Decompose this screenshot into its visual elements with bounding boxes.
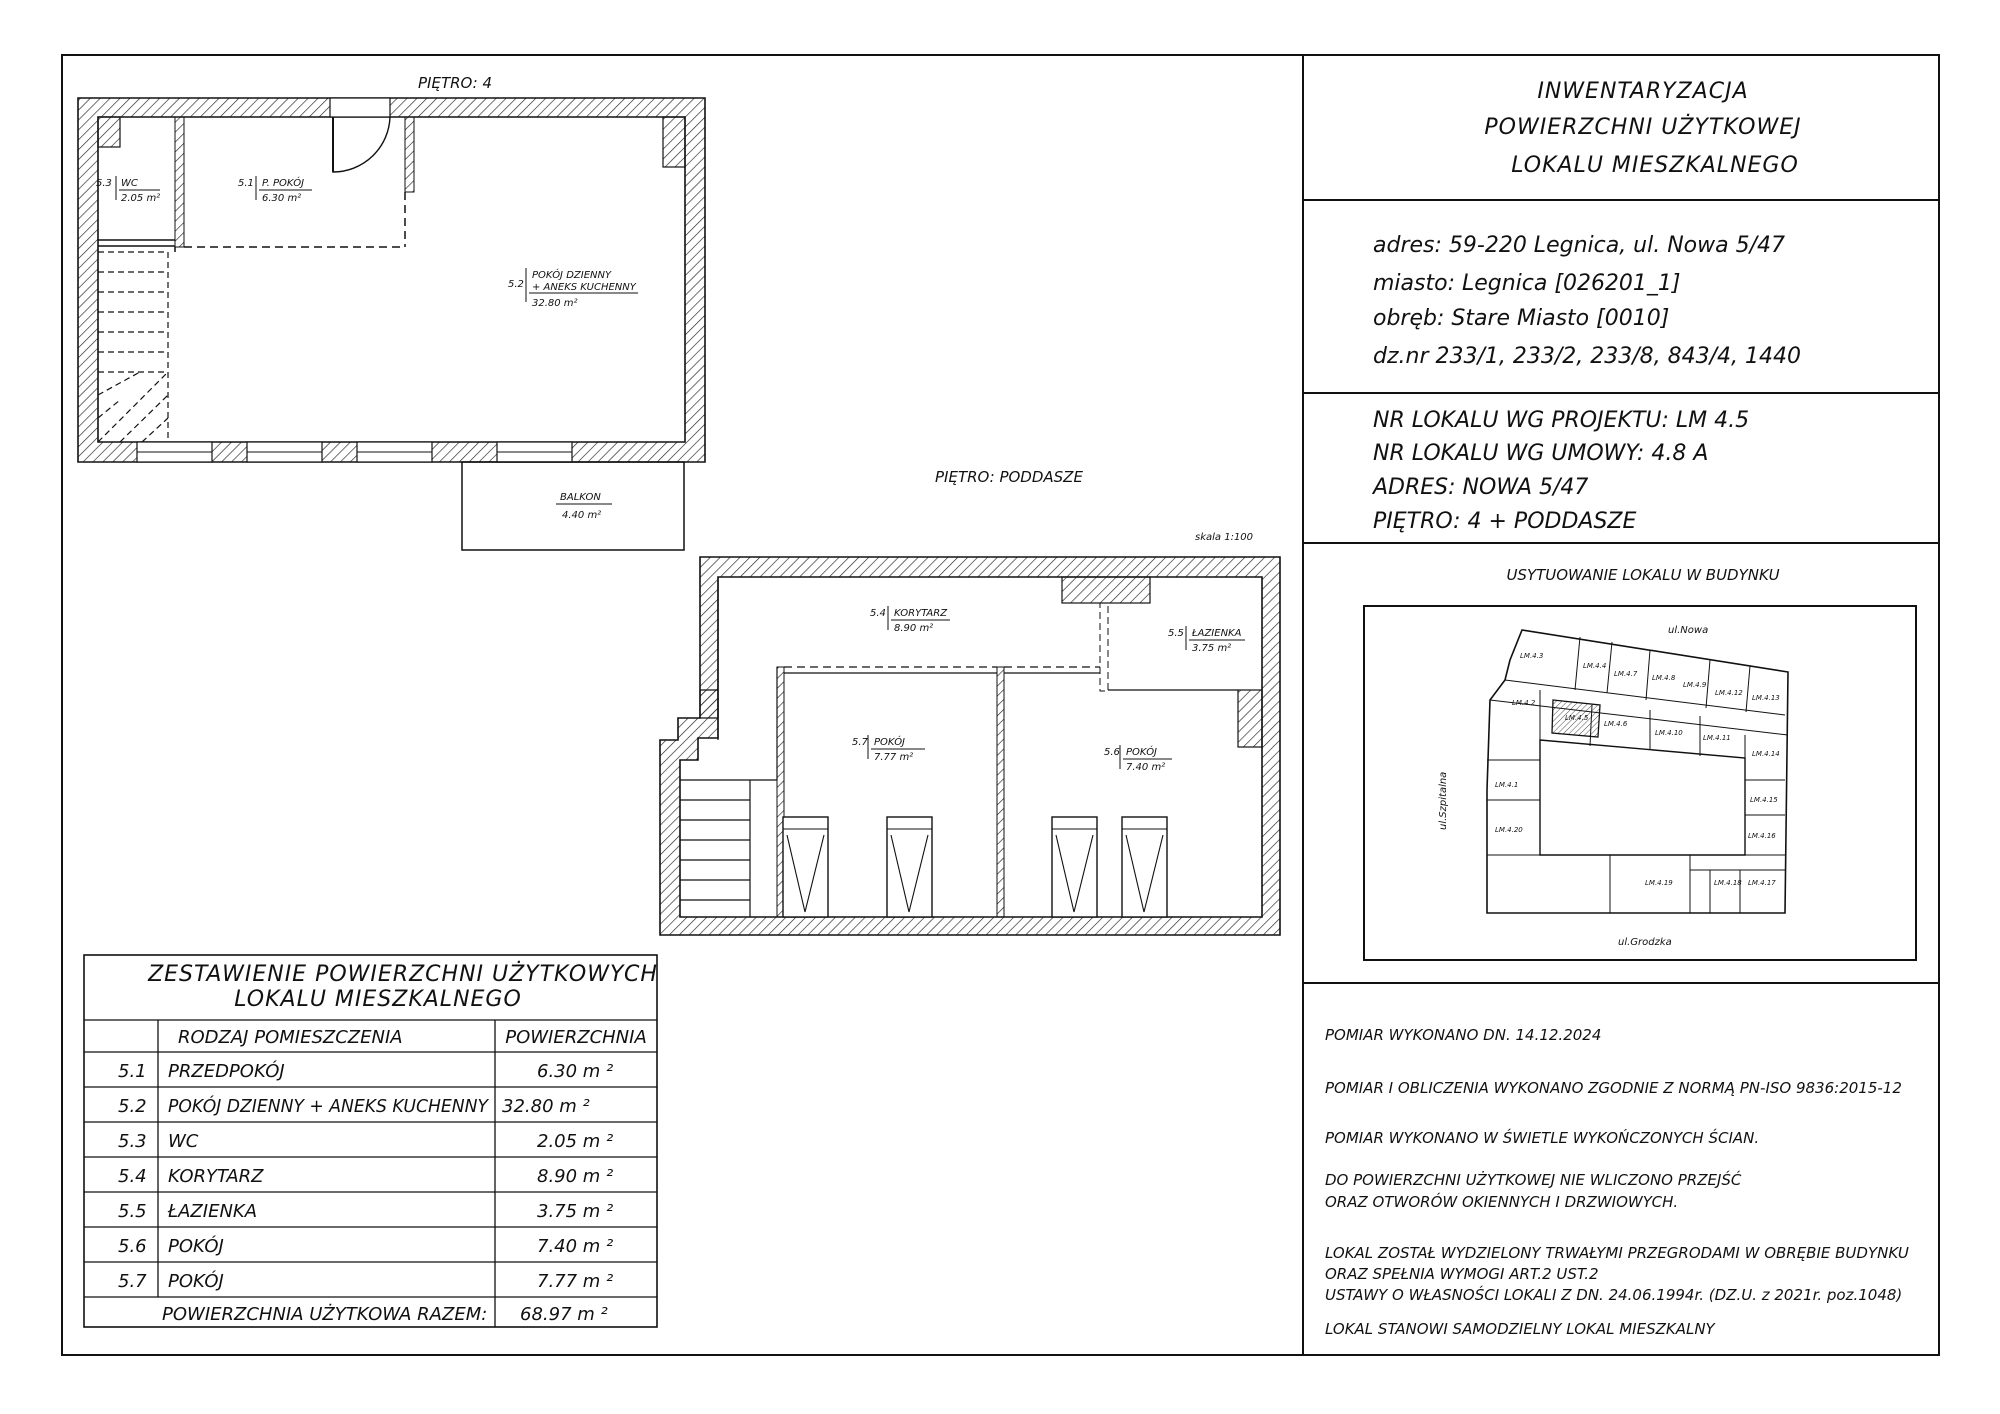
- address-dzialki: dz.nr 233/1, 233/2, 233/8, 843/4, 1440: [1373, 344, 1802, 369]
- note-norm: POMIAR I OBLICZENIA WYKONANO ZGODNIE Z NORMĄ PN-ISO 9836:2015-12: [1325, 1079, 1902, 1097]
- svg-text:POKÓJ: POKÓJ: [1126, 747, 1158, 758]
- note-exclusions-1: DO POWIERZCHNI UŻYTKOWEJ NIE WLICZONO PRZEJŚĆ: [1325, 1171, 1742, 1189]
- street-top-label: ul.Nowa: [1668, 625, 1709, 636]
- svg-text:5.5: 5.5: [118, 1201, 147, 1222]
- table-row: [118, 1270, 613, 1292]
- unit-label: LM.4.8: [1652, 674, 1676, 682]
- unit-label: LM.4.7: [1614, 670, 1638, 678]
- room-label-room57: [852, 735, 925, 763]
- svg-text:3.75 m ²: 3.75 m ²: [537, 1201, 614, 1222]
- svg-text:5.1: 5.1: [238, 178, 254, 189]
- svg-text:POKÓJ: POKÓJ: [874, 737, 906, 748]
- table-row: [118, 1166, 613, 1187]
- note-legal-1: LOKAL ZOSTAŁ WYDZIELONY TRWAŁYMI PRZEGRODAMI W OBRĘBIE BUDYNKU: [1325, 1244, 1909, 1262]
- unit-label: LM.4.20: [1495, 826, 1523, 834]
- location-map: [1303, 566, 1939, 983]
- svg-text:KORYTARZ: KORYTARZ: [168, 1166, 264, 1187]
- svg-text:5.4: 5.4: [870, 608, 886, 619]
- room-label-room56: [1104, 745, 1172, 773]
- svg-text:32.80 m ²: 32.80 m ²: [502, 1096, 590, 1117]
- title-line-2: POWIERZCHNI UŻYTKOWEJ: [1484, 115, 1802, 140]
- svg-text:ŁAZIENKA: ŁAZIENKA: [1192, 628, 1242, 639]
- svg-text:2.05 m²: 2.05 m²: [121, 193, 161, 204]
- unit-label: LM.4.16: [1748, 832, 1776, 840]
- note-exclusions-2: ORAZ OTWORÓW OKIENNYCH I DRZWIOWYCH.: [1325, 1193, 1679, 1211]
- unit-label: LM.4.6: [1604, 720, 1628, 728]
- svg-text:5.2: 5.2: [508, 279, 524, 290]
- street-left-label: ul.Szpitalna: [1438, 771, 1449, 830]
- unit-label: LM.4.15: [1750, 796, 1778, 804]
- unit-label: LM.4.3: [1520, 652, 1544, 660]
- svg-text:5.6: 5.6: [118, 1236, 147, 1257]
- unit-label: LM.4.19: [1645, 879, 1673, 887]
- balcony: [462, 462, 684, 550]
- svg-text:WC: WC: [121, 178, 138, 189]
- unit-pietro: PIĘTRO: 4 + PODDASZE: [1373, 509, 1637, 534]
- svg-text:32.80 m²: 32.80 m²: [532, 298, 578, 309]
- unit-label: LM.4.2: [1512, 699, 1536, 707]
- room-label-hall: [238, 176, 312, 204]
- table-row: [118, 1131, 613, 1152]
- unit-label: LM.4.13: [1752, 694, 1780, 702]
- building-outline: [1487, 630, 1788, 913]
- table-row: [118, 1235, 613, 1257]
- room-label-corridor: [870, 606, 950, 634]
- room-label-living: [508, 268, 638, 309]
- courtyard: [1540, 740, 1745, 855]
- svg-text:5.3: 5.3: [96, 178, 112, 189]
- unit-label: LM.4.18: [1714, 879, 1742, 887]
- table-col-area: POWIERZCHNIA: [505, 1027, 647, 1048]
- svg-text:8.90 m²: 8.90 m²: [894, 623, 934, 634]
- svg-text:5.7: 5.7: [852, 737, 868, 748]
- address-block: [1303, 233, 1939, 393]
- svg-text:5.7: 5.7: [118, 1271, 147, 1292]
- svg-text:PRZEDPOKÓJ: PRZEDPOKÓJ: [168, 1061, 285, 1082]
- svg-text:5.6: 5.6: [1104, 747, 1120, 758]
- note-walls: POMIAR WYKONANO W ŚWIETLE WYKOŃCZONYCH ŚCIAN.: [1325, 1129, 1760, 1147]
- summary-table: [84, 955, 658, 1327]
- room-label-bath: [1168, 626, 1245, 654]
- attic-walls: [660, 557, 1280, 935]
- svg-text:6.30 m²: 6.30 m²: [262, 193, 302, 204]
- floor-4-label: PIĘTRO: 4: [418, 74, 492, 92]
- svg-text:P. POKÓJ: P. POKÓJ: [262, 178, 305, 189]
- svg-text:POKÓJ DZIENNY: POKÓJ DZIENNY: [532, 270, 612, 281]
- table-total-area: 68.97 m ²: [520, 1304, 608, 1325]
- floor-4-plan: [78, 74, 705, 550]
- unit-label: LM.4.4: [1583, 662, 1607, 670]
- location-map-title: USYTUOWANIE LOKALU W BUDYNKU: [1506, 566, 1780, 584]
- attic-plan: [660, 468, 1280, 935]
- table-row: [118, 1060, 613, 1082]
- svg-text:7.40 m²: 7.40 m²: [1126, 762, 1166, 773]
- address-miasto: miasto: Legnica [026201_1]: [1373, 271, 1681, 296]
- svg-text:5.3: 5.3: [118, 1131, 147, 1152]
- unit-label: LM.4.14: [1752, 750, 1780, 758]
- attic-label: PIĘTRO: PODDASZE: [935, 468, 1083, 486]
- svg-text:8.90 m ²: 8.90 m ²: [537, 1166, 614, 1187]
- svg-text:5.1: 5.1: [118, 1061, 147, 1082]
- table-total-label: POWIERZCHNIA UŻYTKOWA RAZEM:: [162, 1304, 488, 1325]
- unit-label: LM.4.5: [1565, 714, 1589, 722]
- unit-label: LM.4.1: [1495, 781, 1519, 789]
- svg-text:5.5: 5.5: [1168, 628, 1184, 639]
- unit-label: LM.4.12: [1715, 689, 1743, 697]
- svg-text:4.40 m²: 4.40 m²: [562, 510, 602, 521]
- svg-text:7.77 m ²: 7.77 m ²: [537, 1271, 614, 1292]
- title-line-3: LOKALU MIESZKALNEGO: [1511, 153, 1799, 178]
- unit-nr-umowa: NR LOKALU WG UMOWY: 4.8 A: [1373, 441, 1709, 466]
- unit-label: LM.4.11: [1703, 734, 1731, 742]
- street-bottom-label: ul.Grodzka: [1618, 937, 1672, 948]
- svg-text:2.05 m ²: 2.05 m ²: [537, 1131, 614, 1152]
- table-row: [118, 1201, 613, 1222]
- table-row: [118, 1095, 590, 1117]
- note-legal-3: USTAWY O WŁASNOŚCI LOKALI Z DN. 24.06.1994r. (DZ.U. z 2021r. poz.1048): [1325, 1286, 1903, 1304]
- notes-block: [1325, 1026, 1909, 1338]
- table-title-1: ZESTAWIENIE POWIERZCHNI UŻYTKOWYCH: [148, 962, 658, 987]
- address-adres: adres: 59-220 Legnica, ul. Nowa 5/47: [1373, 233, 1786, 258]
- svg-text:WC: WC: [168, 1131, 199, 1152]
- svg-text:POKÓJ DZIENNY + ANEKS KUCHENNY: POKÓJ DZIENNY + ANEKS KUCHENNY: [168, 1096, 504, 1117]
- note-independent: LOKAL STANOWI SAMODZIELNY LOKAL MIESZKALNY: [1325, 1320, 1715, 1338]
- svg-text:7.77 m²: 7.77 m²: [874, 752, 914, 763]
- svg-text:POKÓJ: POKÓJ: [168, 1271, 224, 1292]
- svg-text:6.30 m ²: 6.30 m ²: [537, 1061, 614, 1082]
- svg-text:KORYTARZ: KORYTARZ: [894, 608, 948, 619]
- roof-windows: [783, 817, 1167, 917]
- unit-adres: ADRES: NOWA 5/47: [1373, 475, 1589, 500]
- svg-text:POKÓJ: POKÓJ: [168, 1236, 224, 1257]
- table-title-2: LOKALU MIESZKALNEGO: [234, 987, 522, 1012]
- svg-text:ŁAZIENKA: ŁAZIENKA: [168, 1201, 258, 1222]
- svg-text:BALKON: BALKON: [560, 492, 601, 503]
- title-block: [1303, 79, 1939, 200]
- unit-label: LM.4.10: [1655, 729, 1683, 737]
- unit-label: LM.4.17: [1748, 879, 1776, 887]
- address-obreb: obręb: Stare Miasto [0010]: [1373, 306, 1670, 331]
- unit-nr-projekt: NR LOKALU WG PROJEKTU: LM 4.5: [1373, 408, 1750, 433]
- unit-label: LM.4.9: [1683, 681, 1707, 689]
- unit-block: [1303, 408, 1939, 543]
- note-date: POMIAR WYKONANO DN. 14.12.2024: [1325, 1026, 1602, 1044]
- svg-text:+ ANEKS KUCHENNY: + ANEKS KUCHENNY: [532, 282, 636, 293]
- table-col-type: RODZAJ POMIESZCZENIA: [178, 1027, 403, 1048]
- room-label-balcony: [556, 492, 612, 521]
- svg-text:7.40 m ²: 7.40 m ²: [537, 1236, 614, 1257]
- title-line-1: INWENTARYZACJA: [1537, 79, 1749, 104]
- room-label-wc: [96, 176, 160, 204]
- scale-label: skala 1:100: [1195, 532, 1254, 543]
- note-legal-2: ORAZ SPEŁNIA WYMOGI ART.2 UST.2: [1325, 1265, 1599, 1283]
- svg-text:5.2: 5.2: [118, 1096, 147, 1117]
- svg-text:5.4: 5.4: [118, 1166, 147, 1187]
- svg-text:3.75 m²: 3.75 m²: [1192, 643, 1232, 654]
